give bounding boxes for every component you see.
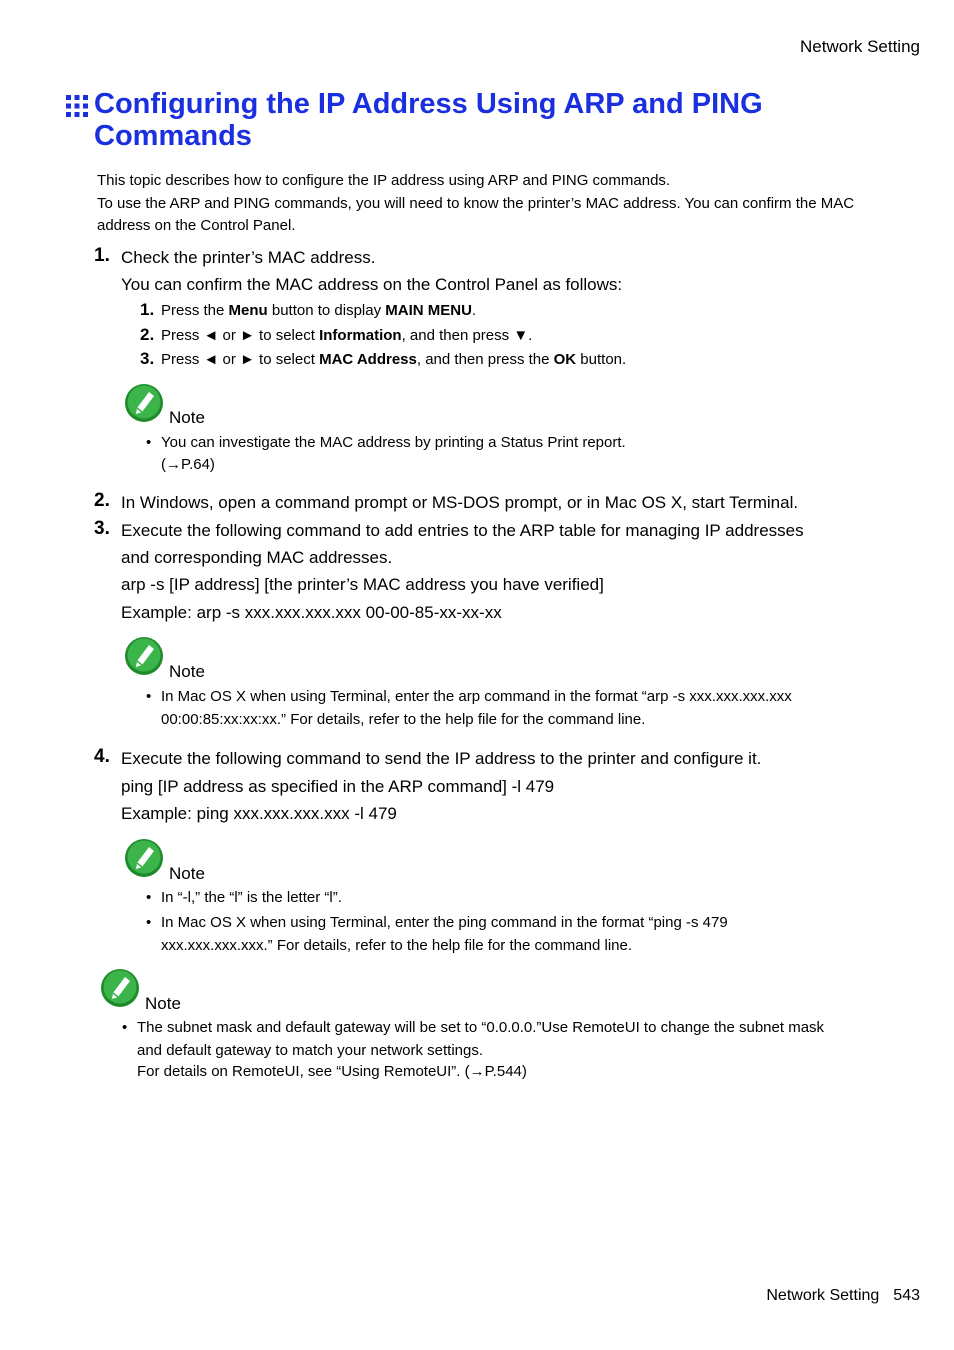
note-text: The subnet mask and default gateway will be set to “0.0.0.0.”Use RemoteUI to change the subnet mask: [137, 1019, 825, 1036]
page-number: 543: [893, 1287, 920, 1304]
step-text: Check the printer’s MAC address.: [121, 248, 376, 267]
bullet: •: [146, 889, 152, 906]
bullet: •: [146, 688, 152, 705]
substep-text: Press the Menu button to display MAIN MENU.: [161, 302, 477, 319]
substep-text: Press ◄ or ► to select Information, and then press ▼.: [161, 327, 533, 344]
note-text: In Mac OS X when using Terminal, enter the arp command in the format “arp -s xxx.xxx.xxx.xxx: [161, 688, 792, 705]
note-text: You can investigate the MAC address by printing a Status Print report.: [161, 434, 626, 451]
note-pencil-icon: [124, 636, 164, 676]
substep-text: Press ◄ or ► to select MAC Address, and then press the OK button.: [161, 351, 627, 368]
step-number: 4.: [94, 746, 110, 767]
note-label: Note: [169, 662, 205, 681]
intro-line: To use the ARP and PING commands, you will need to know the printer’s MAC address. You can confirm the MAC address on the Control Panel.: [97, 194, 855, 234]
step-text: Example: ping xxx.xxx.xxx.xxx -l 479: [121, 804, 397, 823]
step-text: ping [IP address as specified in the ARP command] -l 479: [121, 777, 555, 796]
step-text: arp -s [IP address] [the printer’s MAC address you have verified]: [121, 575, 604, 594]
note-label: Note: [169, 408, 205, 427]
page-title: Configuring the IP Address Using ARP and PING Commands: [94, 88, 763, 152]
step-text: You can confirm the MAC address on the Control Panel as follows:: [121, 275, 623, 294]
footer-section: Network Setting: [766, 1287, 880, 1304]
note-text: and default gateway to match your network settings.: [137, 1042, 484, 1059]
step-number: 2.: [94, 490, 110, 511]
running-header: Network Setting: [800, 37, 920, 56]
intro-line: This topic describes how to configure the IP address using ARP and PING commands.: [97, 172, 671, 189]
bullet: •: [146, 914, 152, 931]
substep-number: 1.: [140, 300, 155, 319]
step-text: In Windows, open a command prompt or MS-DOS prompt, or in Mac OS X, start Terminal.: [121, 493, 799, 512]
step-number: 1.: [94, 245, 110, 266]
step-text: Execute the following command to send the IP address to the printer and configure it.: [121, 749, 762, 768]
substep-number: 2.: [140, 325, 155, 344]
bullet: •: [122, 1019, 128, 1036]
step-text: Execute the following command to add entries to the ARP table for managing IP addresses: [121, 521, 804, 540]
step-text: and corresponding MAC addresses.: [121, 548, 393, 567]
note-text: For details on RemoteUI, see “Using RemoteUI”. (→P.544): [137, 1063, 527, 1080]
note-pencil-icon: [124, 838, 164, 878]
substep-number: 3.: [140, 349, 155, 368]
step-number: 3.: [94, 518, 110, 539]
bullet: •: [146, 434, 152, 451]
page-footer: [766, 1287, 920, 1305]
step-text: Example: arp -s xxx.xxx.xxx.xxx 00-00-85-xx-xx-xx: [121, 603, 502, 622]
note-text: (→P.64): [161, 456, 215, 473]
note-text: xxx.xxx.xxx.xxx.” For details, refer to the help file for the command line.: [161, 937, 633, 954]
note-label: Note: [169, 864, 205, 883]
note-text: In “-l,” the “l” is the letter “l”.: [161, 889, 342, 906]
intro-text: [97, 170, 877, 238]
note-text: In Mac OS X when using Terminal, enter the ping command in the format “ping -s 479: [161, 914, 728, 931]
note-label: Note: [145, 994, 181, 1013]
note-pencil-icon: [124, 383, 164, 423]
grid-icon: [66, 95, 88, 117]
note-text: 00:00:85:xx:xx:xx.” For details, refer to the help file for the command line.: [161, 711, 646, 728]
note-pencil-icon: [100, 968, 140, 1008]
